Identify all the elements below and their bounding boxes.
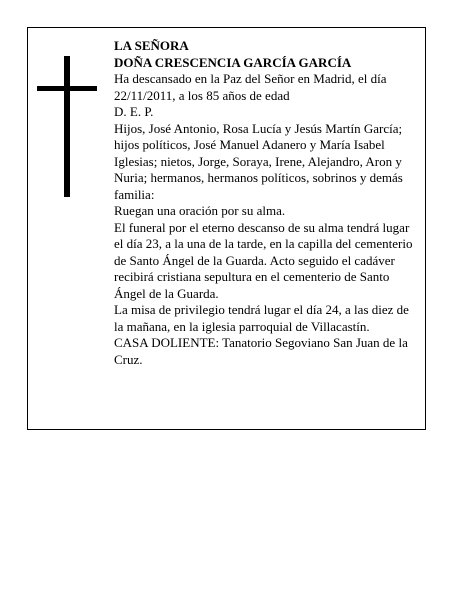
cross-vertical-bar — [64, 56, 70, 197]
notice-text — [114, 38, 420, 368]
cross-horizontal-bar — [37, 86, 97, 91]
notice-title: LA SEÑORA — [114, 38, 189, 53]
mourning-house: CASA DOLIENTE: Tanatorio Segoviano San Juan de la Cruz. — [114, 335, 408, 367]
family-list: Hijos, José Antonio, Rosa Lucía y Jesús Martín García; hijos políticos, José Manuel Adanero y María Isabel Iglesias; nietos, Jorge, Soraya, Irene, Alejandro, Aron y Nuria; hermanos, hermanos políticos, sobrinos y demás familia: — [114, 120, 403, 202]
funeral-details: El funeral por el eterno descanso de su alma tendrá lugar el día 23, a la una de la tarde, en la capilla del cementerio de Santo Ángel de la Guarda. Acto seguido el cadáver recibirá cristiana sepultura en el cementerio de Santo Ángel de la Guarda. — [114, 219, 413, 301]
death-announcement: Ha descansado en la Paz del Señor en Madrid, el día 22/11/2011, a los 85 años de edad — [114, 71, 387, 103]
deceased-name: DOÑA CRESCENCIA GARCÍA GARCÍA — [114, 54, 352, 70]
cross-icon — [37, 56, 97, 197]
rip-line: D. E. P. — [114, 104, 154, 119]
prayer-request: Ruegan una oración por su alma. — [114, 203, 286, 218]
mass-details: La misa de privilegio tendrá lugar el día 24, a las diez de la mañana, en la iglesia parroquial de Villacastín. — [114, 302, 409, 334]
